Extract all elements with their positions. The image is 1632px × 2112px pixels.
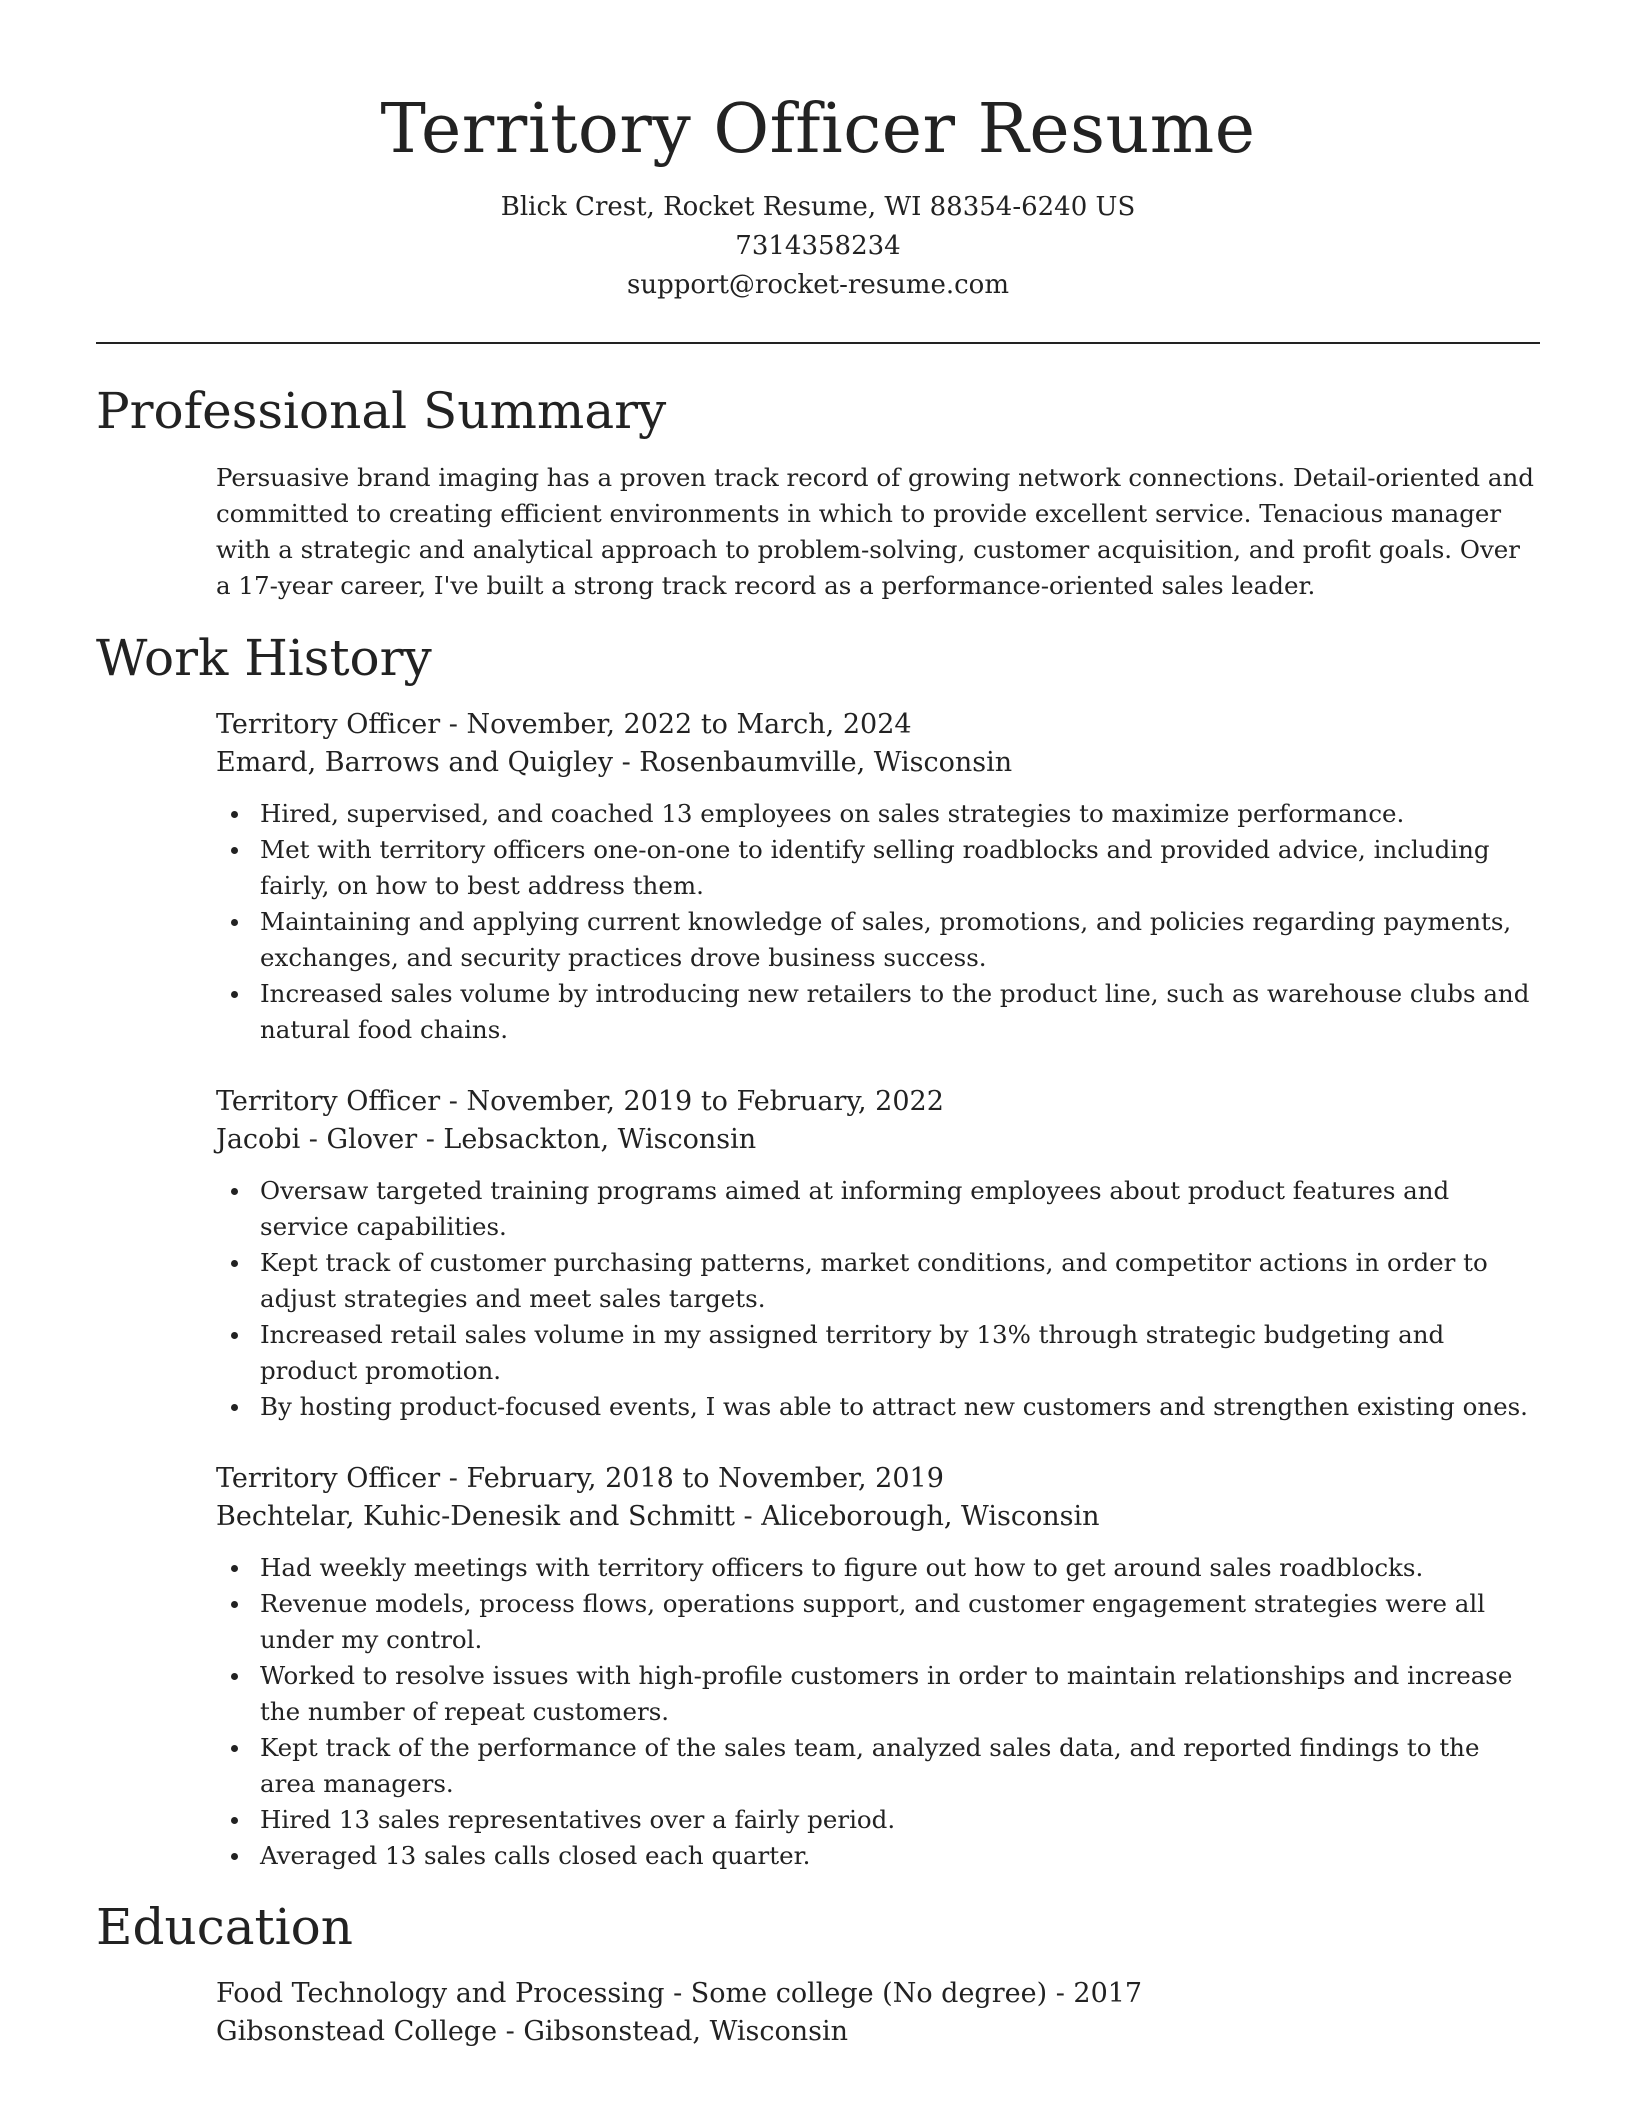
summary-text: Persuasive brand imaging has a proven track record of growing network connections. Detail-oriented and committed to creating efficient environments in which to provide excellent service. Tenacious manager with a strategic and analytical approach to problem-solving, customer acquisition, and profit goals. Over a 17-year career, I've built a strong track record as a performance-oriented sales leader. [216, 463, 1534, 600]
page-title: Territory Officer Resume [380, 90, 1256, 169]
education-location: - Gibsonstead, Wisconsin [497, 2016, 848, 2047]
job-title: Territory Officer [216, 709, 441, 740]
education-school-line [216, 2013, 1536, 2051]
summary-section [216, 460, 1536, 604]
contact-address: Blick Crest, Rocket Resume, WI 88354-6240 US [500, 192, 1136, 222]
header-divider [96, 342, 1540, 344]
education-heading: Education [96, 1898, 353, 1956]
list-item: By hosting product-focused events, I was able to attract new customers and strengthen existing ones. [260, 1389, 1536, 1425]
work-history-heading: Work History [96, 629, 432, 687]
job-title-line [216, 706, 1536, 744]
job-dates: - February, 2018 to November, 2019 [440, 1463, 944, 1494]
job-entry [216, 706, 1536, 1048]
job-dates: - November, 2022 to March, 2024 [440, 709, 912, 740]
job-bullets [216, 1173, 1536, 1425]
list-item: Kept track of customer purchasing patterns, market conditions, and competitor actions in order to adjust strategies and meet sales targets. [260, 1245, 1536, 1317]
contact-phone: 7314358234 [735, 231, 901, 261]
summary-heading: Professional Summary [96, 382, 667, 440]
job-title: Territory Officer [216, 1086, 441, 1117]
job-title-line [216, 1083, 1536, 1121]
job-entry [216, 1460, 1536, 1874]
list-item: Increased sales volume by introducing new retailers to the product line, such as warehouse clubs and natural food chains. [260, 976, 1536, 1048]
education-degree-line [216, 1975, 1536, 2013]
job-company-line [216, 1498, 1536, 1536]
job-company: Jacobi - Glover [216, 1124, 418, 1155]
job-entry [216, 1083, 1536, 1425]
job-bullets [216, 1550, 1536, 1874]
job-company: Bechtelar, Kuhic-Denesik and Schmitt [216, 1501, 735, 1532]
list-item: Averaged 13 sales calls closed each quarter. [260, 1838, 1536, 1874]
contact-email: support@rocket-resume.com [626, 270, 1009, 300]
job-company-line [216, 1121, 1536, 1159]
education-degree: Food Technology and Processing [216, 1978, 665, 2009]
job-dates: - November, 2019 to February, 2022 [440, 1086, 944, 1117]
list-item: Hired 13 sales representatives over a fairly period. [260, 1802, 1536, 1838]
job-location: - Rosenbaumville, Wisconsin [612, 747, 1013, 778]
list-item: Had weekly meetings with territory officers to figure out how to get around sales roadblocks. [260, 1550, 1536, 1586]
job-title-line [216, 1460, 1536, 1498]
job-location: - Aliceborough, Wisconsin [734, 1501, 1100, 1532]
job-location: - Lebsackton, Wisconsin [417, 1124, 757, 1155]
list-item: Revenue models, process flows, operations support, and customer engagement strategies were all under my control. [260, 1586, 1536, 1658]
list-item: Oversaw targeted training programs aimed at informing employees about product features and service capabilities. [260, 1173, 1536, 1245]
list-item: Met with territory officers one-on-one to identify selling roadblocks and provided advice, including fairly, on how to best address them. [260, 832, 1536, 904]
list-item: Maintaining and applying current knowledge of sales, promotions, and policies regarding payments, exchanges, and security practices drove business success. [260, 904, 1536, 976]
education-entry [216, 1975, 1536, 2051]
job-title: Territory Officer [216, 1463, 441, 1494]
list-item: Hired, supervised, and coached 13 employees on sales strategies to maximize performance. [260, 796, 1536, 832]
education-school: Gibsonstead College [216, 2016, 498, 2047]
job-bullets [216, 796, 1536, 1048]
job-company-line [216, 744, 1536, 782]
list-item: Increased retail sales volume in my assigned territory by 13% through strategic budgeting and product promotion. [260, 1317, 1536, 1389]
contact-info [96, 188, 1540, 305]
resume-header [96, 82, 1540, 305]
list-item: Kept track of the performance of the sales team, analyzed sales data, and reported findings to the area managers. [260, 1730, 1536, 1802]
job-company: Emard, Barrows and Quigley [216, 747, 613, 778]
education-details: - Some college (No degree) - 2017 [664, 1978, 1143, 2009]
list-item: Worked to resolve issues with high-profile customers in order to maintain relationships and increase the number of repeat customers. [260, 1658, 1536, 1730]
